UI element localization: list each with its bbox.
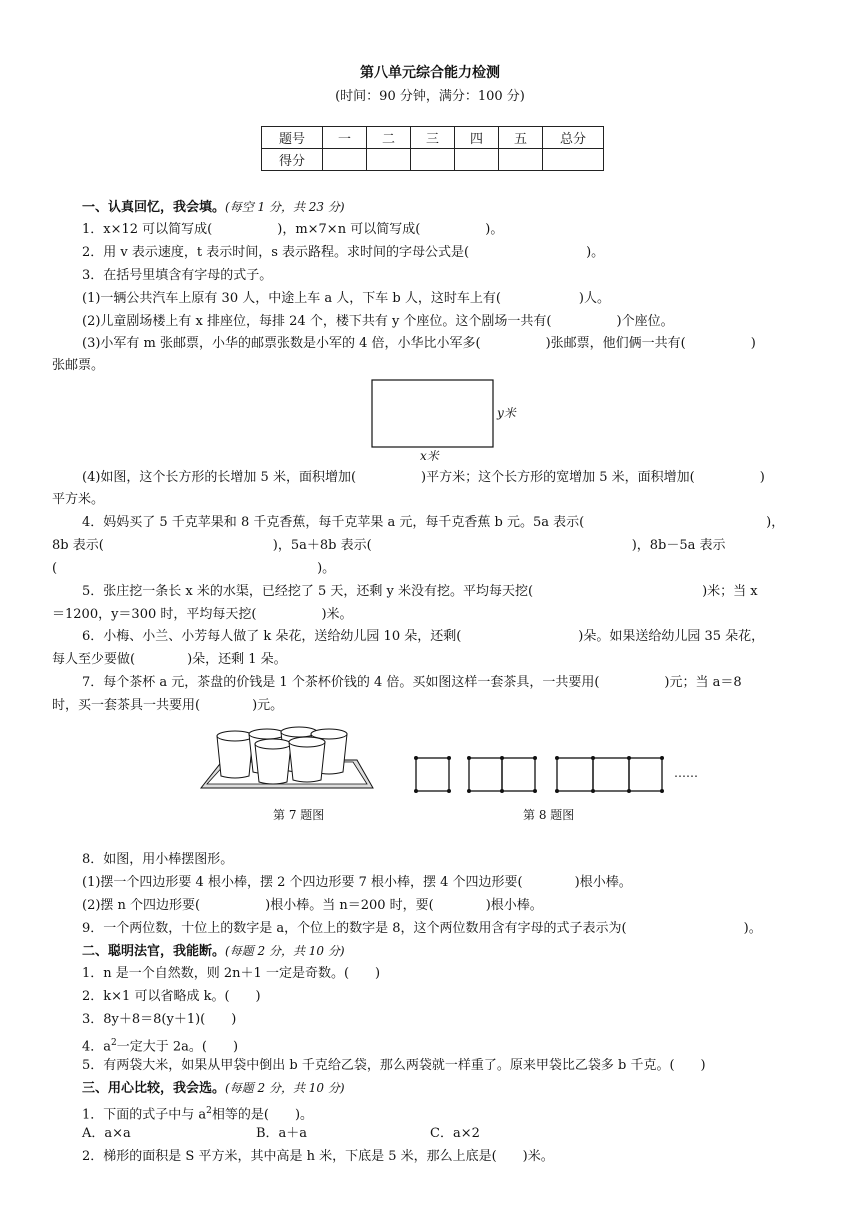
section-3-heading — [82, 1078, 810, 1099]
question: (1)摆一个四边形要 4 根小棒，摆 2 个四边形要 7 根小棒，摆 4 个四边形要( )根小棒。 — [82, 875, 632, 890]
question-continuation: 平方米。 — [52, 492, 105, 507]
question: 2．梯形的面积是 S 平方米，其中高是 h 米，下底是 5 米，那么上底是( )米。 — [82, 1149, 554, 1164]
question: 5．有两袋大米，如果从甲袋中倒出 b 千克给乙袋，那么两袋就一样重了。原来甲袋比乙袋多 b 千克。( ) — [82, 1058, 706, 1073]
score-cell[interactable] — [543, 149, 604, 171]
score-table — [261, 126, 604, 171]
question: 3．在括号里填含有字母的式子。 — [82, 268, 273, 283]
choice-c[interactable]: C．a×2 — [430, 1126, 480, 1141]
score-cell[interactable] — [323, 149, 367, 171]
question: 2．k×1 可以省略成 k。( ) — [82, 989, 261, 1004]
section-hint: (每题 2 分，共 10 分) — [225, 1081, 345, 1095]
question: (2)儿童剧场楼上有 x 排座位，每排 24 个，楼下共有 y 个座位。这个剧场一共有( )个座位。 — [82, 314, 674, 329]
choice-a[interactable]: A．a×a — [82, 1126, 131, 1141]
score-header-cell: 一 — [323, 127, 367, 149]
score-header-cell: 题号 — [262, 127, 323, 149]
question: 6．小梅、小兰、小芳每人做了 k 朵花，送给幼儿园 10 朵，还剩( )朵。如果送给幼儿园 35 朵花， — [82, 629, 765, 644]
q-text: 4．a — [82, 1039, 112, 1055]
question: 3．8y＋8＝8(y＋1)( ) — [82, 1012, 237, 1027]
question: 4．妈妈买了 5 千克苹果和 8 千克香蕉，每千克苹果 a 元，每千克香蕉 b 元。5a 表示( )， — [82, 515, 785, 530]
exponent: 2 — [111, 1038, 117, 1048]
figure-8-caption: 第 8 题图 — [523, 808, 575, 822]
page-title: 第八单元综合能力检测 — [360, 65, 500, 81]
question: 8．如图，用小棒摆图形。 — [82, 852, 234, 867]
score-header-cell: 五 — [499, 127, 543, 149]
section-title: 三、用心比较，我会选。 — [82, 1081, 226, 1096]
question: (2)摆 n 个四边形要( )根小棒。当 n＝200 时，要( )根小棒。 — [82, 898, 543, 913]
score-cell[interactable] — [411, 149, 455, 171]
q-text: 相等的是( )。 — [211, 1107, 314, 1123]
score-header-cell: 四 — [455, 127, 499, 149]
question-continuation: ＝1200，y＝300 时，平均每天挖( )米。 — [52, 607, 353, 622]
score-cell[interactable] — [499, 149, 543, 171]
exponent: 2 — [206, 1106, 212, 1116]
section-1-heading — [82, 197, 810, 218]
question: (1)一辆公共汽车上原有 30 人，中途上车 a 人，下车 b 人，这时车上有( )人。 — [82, 291, 610, 306]
rect-width-label: y米 — [497, 406, 516, 420]
rectangle-figure — [371, 379, 531, 469]
choice-b[interactable]: B．a＋a — [256, 1126, 308, 1141]
tea-set-figure — [187, 722, 397, 792]
q-text: 1．下面的式子中与 a — [82, 1107, 207, 1123]
question: 9．一个两位数，十位上的数字是 a，个位上的数字是 8，这个两位数用含有字母的式子表示为( )。 — [82, 921, 762, 936]
score-cell[interactable] — [367, 149, 411, 171]
section-hint: (每题 2 分，共 10 分) — [225, 944, 345, 958]
score-row-label: 得分 — [262, 149, 323, 171]
question-continuation: 8b 表示( )，5a＋8b 表示( )，8b－5a 表示 — [52, 538, 726, 553]
question: 1．n 是一个自然数，则 2n＋1 一定是奇数。( ) — [82, 966, 381, 981]
question: (4)如图，这个长方形的长增加 5 米，面积增加( )平方米；这个长方形的宽增加 5 米，面积增加( ) — [82, 470, 765, 485]
question: (3)小军有 m 张邮票，小华的邮票张数是小军的 4 倍，小华比小军多( )张邮票，他们俩一共有( ) — [82, 336, 756, 351]
question: 5．张庄挖一条长 x 米的水渠，已经挖了 5 天，还剩 y 米没有挖。平均每天挖( )米；当 x — [82, 584, 758, 599]
figure-7-caption: 第 7 题图 — [273, 808, 325, 822]
question-continuation: 张邮票。 — [52, 358, 105, 373]
question: 7．每个茶杯 a 元，茶盘的价钱是 1 个茶杯价钱的 4 倍。买如图这样一套茶具，一共要用( )元；当 a＝8 — [82, 675, 742, 690]
score-header-cell: 三 — [411, 127, 455, 149]
score-header-cell: 二 — [367, 127, 411, 149]
question — [82, 1101, 810, 1125]
rect-length-label: x米 — [420, 449, 439, 463]
figure-8-ellipsis: …… — [674, 766, 698, 780]
section-2-heading — [82, 941, 810, 962]
question-continuation: ( )。 — [52, 561, 336, 576]
question-continuation: 时，买一套茶具一共要用( )元。 — [52, 698, 284, 713]
q-text: 一定大于 2a。( ) — [116, 1039, 239, 1055]
question — [82, 1033, 810, 1057]
score-header-cell: 总分 — [543, 127, 604, 149]
exam-info: (时间：90 分钟，满分：100 分) — [335, 89, 525, 104]
section-title: 一、认真回忆，我会填。 — [82, 200, 226, 215]
section-title: 二、聪明法官，我能断。 — [82, 944, 226, 959]
stick-squares-figure — [415, 757, 675, 797]
score-cell[interactable] — [455, 149, 499, 171]
question: 2．用 v 表示速度，t 表示时间，s 表示路程。求时间的字母公式是( )。 — [82, 245, 605, 260]
section-hint: (每空 1 分，共 23 分) — [225, 200, 345, 214]
question: 1．x×12 可以简写成( )，m×7×n 可以简写成( )。 — [82, 222, 504, 237]
question-continuation: 每人至少要做( )朵，还剩 1 朵。 — [52, 652, 287, 667]
